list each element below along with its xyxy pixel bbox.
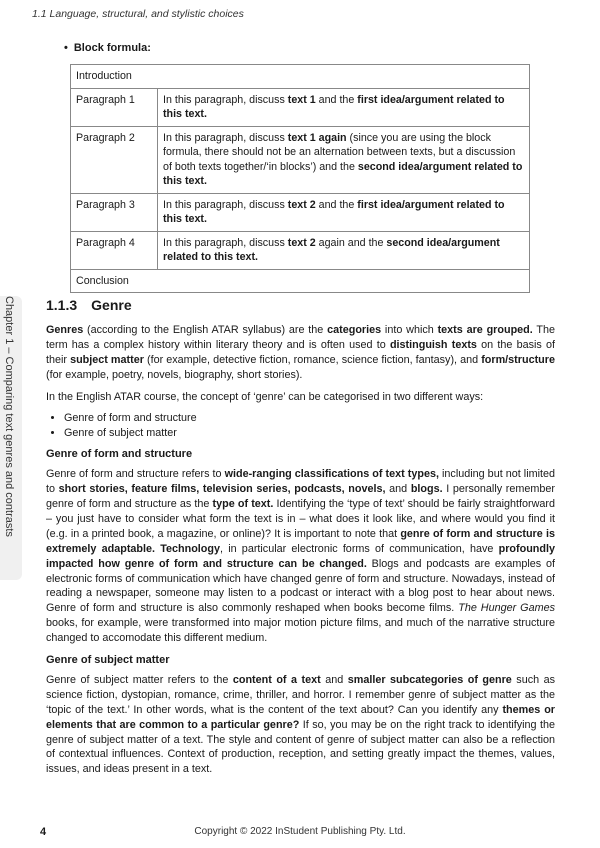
row-label: Paragraph 2 (71, 126, 158, 193)
emphasis-text: Genres (46, 323, 84, 336)
chapter-side-tab (0, 296, 22, 580)
table-row (71, 88, 530, 126)
body-text-run: books, for example, were transformed into major motion picture films, and much of the narrative structure changed to accomodate this different medium. (46, 617, 555, 645)
genre-types-list (46, 411, 555, 441)
emphasis-text: wide-ranging classifications of text types, (224, 468, 439, 481)
emphasis-text: form/structure (481, 353, 555, 366)
emphasis-text: texts are grouped. (437, 323, 533, 336)
emphasis-text: content of a text (232, 673, 321, 686)
body-text-run: including but not limited to (46, 468, 555, 496)
body-text-run: In this paragraph, discuss (163, 236, 288, 249)
emphasis-text: text 2 (287, 236, 316, 249)
row-description (158, 88, 530, 126)
row-description (158, 126, 530, 193)
row-label: Paragraph 1 (71, 88, 158, 126)
body-text-run: Blogs and podcasts are examples of electronic forms of communication which have changed genre of form and structure. Nowadays, instead of reading a newspaper, someone may listen to a podcast or interact with a blog post to hear about news. Genre of form and structure is also commonly reshaped when books become films. (46, 557, 555, 615)
body-text-run: and the (315, 93, 358, 106)
subject-matter-heading: Genre of subject matter (46, 654, 170, 667)
block-formula-table (70, 64, 530, 293)
body-text-run: In the English ATAR course, the concept of ‘genre’ can be categorised in two different ways: (46, 390, 484, 403)
table-row-introduction (71, 65, 530, 89)
emphasis-text: second idea/argument related to this text. (163, 236, 500, 263)
row-label: Paragraph 3 (71, 193, 158, 231)
section-heading (46, 298, 555, 313)
body-text-run: Genre of form and structure refers to (46, 468, 225, 481)
emphasis-text: first idea/argument related to this text. (163, 93, 505, 120)
body-text-run: (according to the English ATAR syllabus) are the (83, 323, 328, 336)
emphasis-text: categories (327, 323, 382, 336)
body-text-run: (for example, detective fiction, romance, science fiction, fantasy), and (143, 353, 482, 366)
body-text-run: Genre of subject matter refers to the (46, 673, 233, 686)
emphasis-text: second idea/argument related to this text. (163, 160, 523, 187)
row-description (158, 193, 530, 231)
emphasis-text: blogs. (410, 483, 443, 496)
emphasis-text: subject matter (70, 353, 144, 366)
page-number: 4 (40, 826, 47, 838)
body-text-run: , in particular electronic forms of communication, have (220, 542, 499, 555)
table-row-conclusion (71, 269, 530, 293)
body-text-run: (for example, poetry, novels, biography, short stories). (46, 368, 303, 381)
section-title: Genre (91, 297, 132, 313)
copyright-notice: Copyright © 2022 InStudent Publishing Pty. Ltd. (194, 826, 406, 837)
body-text-run: again and the (315, 236, 387, 249)
title-italic-text: The Hunger Games (458, 602, 555, 615)
body-text-run: and the (315, 198, 358, 211)
emphasis-text: distinguish texts (389, 338, 477, 351)
body-text-run: such as science fiction, dystopian, romance, crime, thriller, and horror. I remember genre of subject matter as the ‘topic of the text.’ In other words, what is the content of the text about? Can you identify any (46, 673, 555, 716)
emphasis-text: type of text. (212, 497, 274, 510)
section-number: 1.1.3 (46, 297, 78, 313)
body-text-run: into which (381, 323, 438, 336)
subject-matter-paragraph (46, 673, 555, 777)
body-text-run: I personally remember genre of form and structure as the (46, 483, 555, 510)
genre-definition-paragraph (46, 323, 555, 383)
block-formula-heading: • Block formula: (64, 42, 151, 54)
emphasis-text: profoundly impacted how genre of form and structure can be changed. (46, 542, 555, 570)
emphasis-text: smaller subcategories of genre (347, 673, 512, 686)
body-text-run: If so, you may be on the right track to identifying the genre of subject matter of a text. The style and content of genre of subject matter can also be a reflection of contextual influences. Context of production, reception, and setting greatly impact the themes, values, issues, and ideas present in a text. (46, 718, 555, 776)
list-item: • Genre of form and structure (64, 411, 555, 426)
chapter-side-tab-label: Chapter 1 – Comparing text genres and contrasts (3, 296, 15, 537)
emphasis-text: Technology (160, 542, 221, 555)
running-head: 1.1 Language, structural, and stylistic choices (32, 8, 244, 20)
emphasis-text: genre of form and structure is extremely adaptable. (46, 527, 555, 555)
row-label: Paragraph 4 (71, 231, 158, 269)
row-description (158, 231, 530, 269)
body-text-run: In this paragraph, discuss (163, 198, 288, 211)
table-row (71, 126, 530, 193)
categorisation-intro-paragraph (46, 390, 555, 405)
body-text-run: and (320, 673, 348, 686)
body-text-run: Identifying the ‘type of text’ should be fairly straightforward – you just have to consider what form the text is in – what does it look like, and where would you find it (e.g. in a printed book, a magazine, or online)? It is important to note that (46, 497, 556, 540)
emphasis-text: text 2 (287, 198, 316, 211)
form-structure-heading: Genre of form and structure (46, 448, 193, 461)
emphasis-text: themes or elements that are common to a particular genre? (46, 703, 555, 731)
body-text-run: and (385, 483, 411, 496)
body-text-run: In this paragraph, discuss (163, 93, 288, 106)
body-text-run: The term has a complex history within literary theory and is often used to (46, 323, 555, 351)
emphasis-text: text 1 again (287, 131, 347, 144)
form-structure-paragraph (46, 467, 555, 646)
body-text-run: (since you are using the block formula, there should not be an alternation between texts, but a discussion of both texts together/‘in blocks’) and the (163, 131, 516, 173)
introduction-cell: Introduction (71, 65, 530, 89)
table-row (71, 231, 530, 269)
emphasis-text: text 1 (287, 93, 316, 106)
table-row (71, 193, 530, 231)
conclusion-cell: Conclusion (71, 269, 530, 293)
list-item: • Genre of subject matter (64, 426, 555, 441)
emphasis-text: short stories, feature films, television series, podcasts, novels, (58, 483, 386, 496)
emphasis-text: first idea/argument related to this text. (163, 198, 505, 225)
body-text-run: In this paragraph, discuss (163, 131, 288, 144)
body-text-run: on the basis of their (46, 338, 555, 366)
genre-section (46, 298, 555, 784)
